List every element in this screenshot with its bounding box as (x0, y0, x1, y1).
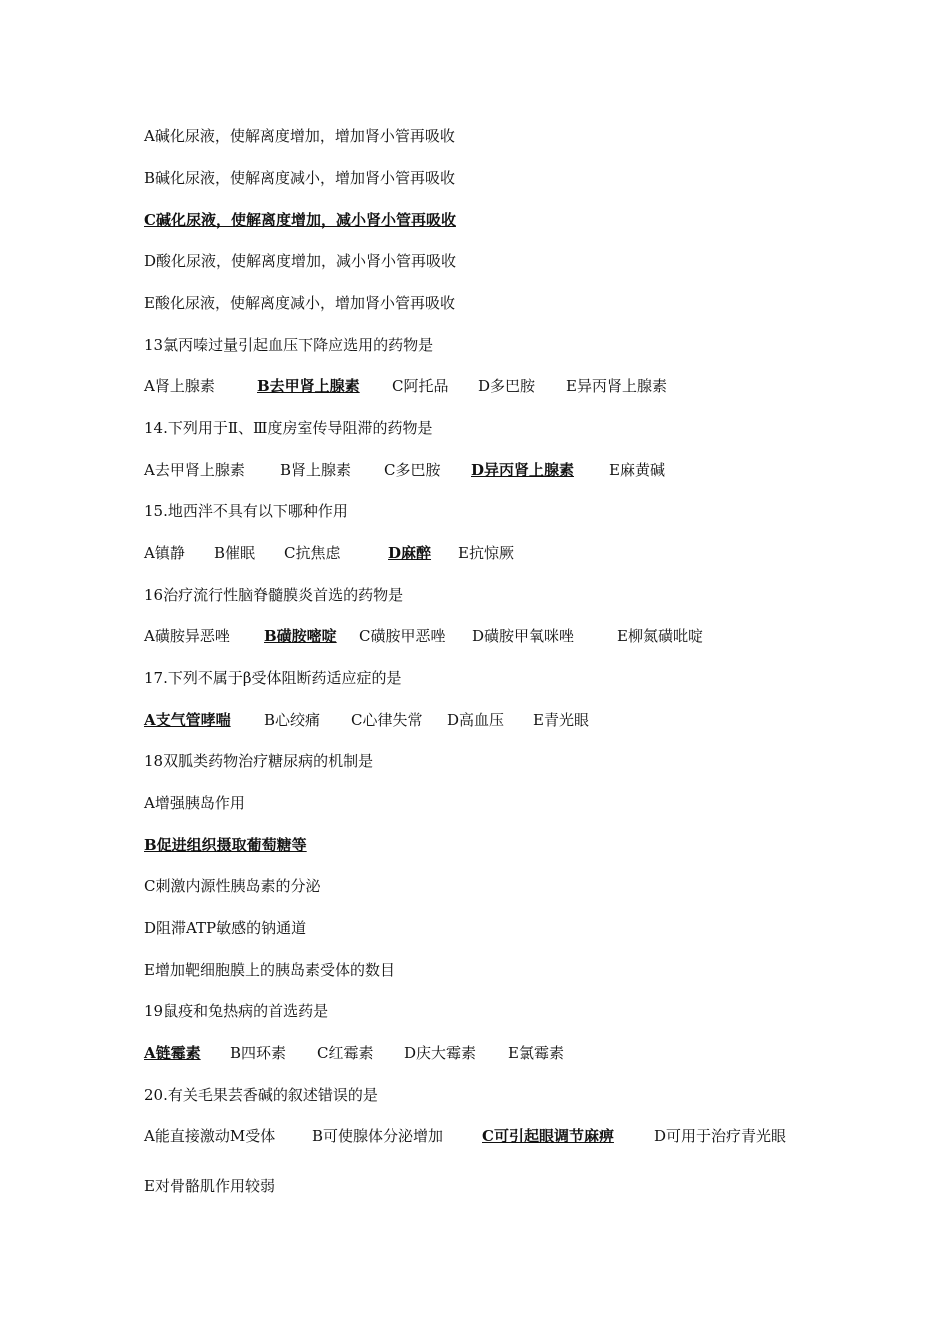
option: C多巴胺 (384, 461, 441, 479)
option: D可用于治疗青光眼 (654, 1127, 787, 1145)
options-row-17 (144, 710, 589, 730)
question-text: 14.下列用于Ⅱ、Ⅲ度房室传导阻滞的药物是 (144, 419, 433, 437)
option-text: E对骨骼肌作用较弱 (144, 1177, 275, 1195)
correct-answer: A链霉素 (144, 1044, 201, 1062)
option-text: E酸化尿液，使解离度减小，增加肾小管再吸收 (144, 294, 455, 312)
option-text: C刺激内源性胰岛素的分泌 (144, 877, 321, 895)
option-line (144, 168, 455, 188)
option-text: A增强胰岛作用 (144, 794, 245, 812)
correct-answer: B磺胺嘧啶 (264, 627, 337, 645)
option: C磺胺甲恶唑 (359, 627, 446, 645)
option: D高血压 (447, 711, 505, 729)
option: B四环素 (230, 1044, 287, 1062)
option: E氯霉素 (508, 1044, 564, 1062)
option: A镇静 (144, 544, 185, 562)
correct-answer: D异丙肾上腺素 (471, 461, 575, 479)
question-18 (144, 751, 373, 771)
option: E抗惊厥 (458, 544, 514, 562)
question-text: 15.地西泮不具有以下哪种作用 (144, 502, 348, 520)
question-15 (144, 501, 348, 521)
option: B肾上腺素 (280, 461, 352, 479)
question-14 (144, 418, 433, 438)
option-text: A碱化尿液，使解离度增加，增加肾小管再吸收 (144, 127, 455, 145)
question-text: 19鼠疫和兔热病的首选药是 (144, 1002, 329, 1020)
option-text: E增加靶细胞膜上的胰岛素受体的数目 (144, 961, 395, 979)
correct-answer: C可引起眼调节麻痹 (482, 1127, 614, 1145)
question-16 (144, 585, 403, 605)
option-line (144, 793, 245, 813)
option-text: B促进组织摄取葡萄糖等 (144, 836, 307, 854)
option: D磺胺甲氧咪唑 (472, 627, 575, 645)
question-text: 13氯丙嗪过量引起血压下降应选用的药物是 (144, 336, 434, 354)
option-line (144, 918, 306, 938)
correct-answer: A支气管哮喘 (144, 711, 231, 729)
option-line (144, 293, 455, 313)
option: C红霉素 (317, 1044, 374, 1062)
question-17 (144, 668, 402, 688)
option: C抗焦虑 (284, 544, 341, 562)
question-13 (144, 335, 433, 355)
correct-answer: D麻醉 (388, 544, 432, 562)
question-text: 16治疗流行性脑脊髓膜炎首选的药物是 (144, 586, 404, 604)
option: E柳氮磺吡啶 (617, 627, 703, 645)
option-text: D酸化尿液，使解离度增加，减小肾小管再吸收 (144, 252, 457, 270)
option: B可使腺体分泌增加 (312, 1127, 444, 1145)
option-line (144, 960, 395, 980)
option-line (144, 251, 456, 271)
question-text: 20.有关毛果芸香碱的叙述错误的是 (144, 1086, 378, 1104)
option-line (144, 876, 320, 896)
option: A能直接激动M受体 (144, 1127, 276, 1145)
options-row-16 (144, 626, 703, 646)
options-row-15 (144, 543, 514, 563)
option: B催眠 (214, 544, 256, 562)
option-line (144, 126, 455, 146)
options-row-14 (144, 460, 665, 480)
option: C阿托品 (392, 377, 449, 395)
question-text: 18双胍类药物治疗糖尿病的机制是 (144, 752, 374, 770)
option-line (144, 1176, 275, 1196)
option: D多巴胺 (478, 377, 536, 395)
option-text: D阻滞ATP敏感的钠通道 (144, 919, 307, 937)
question-19 (144, 1001, 328, 1021)
option: E麻黄碱 (609, 461, 665, 479)
question-20 (144, 1085, 378, 1105)
option: C心律失常 (351, 711, 423, 729)
option: A去甲肾上腺素 (144, 461, 245, 479)
correct-answer-line (144, 210, 456, 230)
question-text: 17.下列不属于β受体阻断药适应症的是 (144, 669, 402, 687)
option: E异丙肾上腺素 (566, 377, 667, 395)
option: A磺胺异恶唑 (144, 627, 230, 645)
option-text: C碱化尿液，使解离度增加，减小肾小管再吸收 (144, 211, 456, 229)
options-row-19 (144, 1043, 564, 1063)
options-row-13 (144, 376, 667, 396)
correct-answer-line (144, 835, 307, 855)
option: B心绞痛 (264, 711, 321, 729)
correct-answer: B去甲肾上腺素 (257, 377, 360, 395)
option: D庆大霉素 (404, 1044, 477, 1062)
options-row-20 (144, 1126, 786, 1146)
option: E青光眼 (533, 711, 589, 729)
option: A肾上腺素 (144, 377, 215, 395)
option-text: B碱化尿液，使解离度减小，增加肾小管再吸收 (144, 169, 456, 187)
